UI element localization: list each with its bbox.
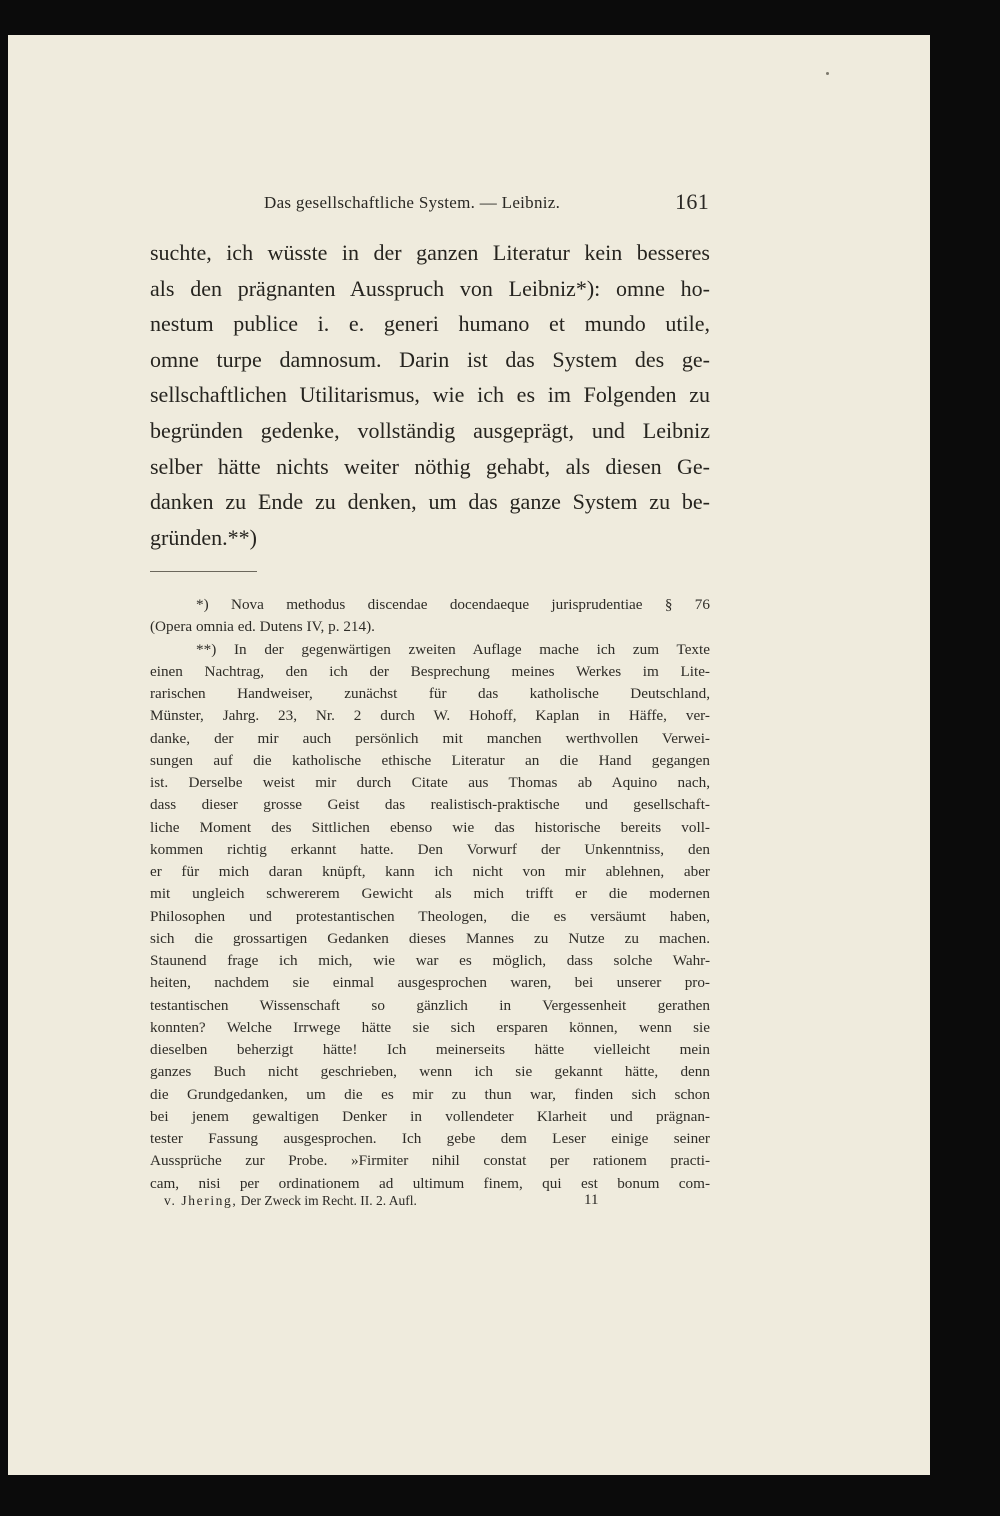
footnote-line: Philosophen und protestantischen Theologen, die es versäumt haben,	[150, 907, 710, 925]
footnote-line: konnten? Welche Irrwege hätte sie sich ersparen können, wenn sie	[150, 1018, 710, 1036]
footnote-line: bei jenem gewaltigen Denker in vollendeter Klarheit und prägnan-	[150, 1107, 710, 1125]
signature-sheet-number: 11	[584, 1192, 599, 1208]
footnote-line: mit ungleich schwererem Gewicht als mich trifft er die modernen	[150, 885, 710, 903]
footnote-line: liche Moment des Sittlichen ebenso wie das historische bereits voll-	[150, 818, 710, 836]
footnote-separator	[150, 571, 257, 572]
footnote-line: kommen richtig erkannt hatte. Den Vorwurf der Unkenntniss, den	[150, 840, 710, 858]
footnote-line: cam, nisi per ordinationem ad ultimum finem, qui est bonum com-	[150, 1174, 710, 1192]
signature-line	[164, 1193, 604, 1213]
text-line: selber hätte nichts weiter nöthig gehabt, als diesen Ge-	[150, 453, 710, 479]
footnote-line: dieselben beherzigt hätte! Ich meinerseits hätte vielleicht mein	[150, 1041, 710, 1058]
signature-author: v. Jhering,	[164, 1193, 238, 1208]
paper-speck	[826, 72, 829, 75]
footnote-line: ist. Derselbe weist mir durch Citate aus Thomas ab Aquino nach,	[150, 774, 710, 791]
footnote-line: *) Nova methodus discendae docendaeque jurisprudentiae § 76	[196, 596, 710, 613]
text-line: danken zu Ende zu denken, um das ganze System zu be-	[150, 489, 710, 515]
footnote-line: er für mich daran knüpft, kann ich nicht von mir ablehnen, aber	[150, 863, 710, 880]
text-line: suchte, ich wüsste in der ganzen Literatur kein besseres	[150, 240, 710, 265]
page-number: 161	[675, 189, 709, 214]
footnote-line: Aussprüche zur Probe. »Firmiter nihil constat per rationem practi-	[150, 1152, 710, 1170]
text-line: omne turpe damnosum. Darin ist das System des ge-	[150, 346, 710, 372]
running-title: Das gesellschaftliche System. — Leibniz.	[264, 193, 561, 212]
footnote-line: die Grundgedanken, um die es mir zu thun war, finden sich schon	[150, 1085, 710, 1103]
text-line: sellschaftlichen Utilitarismus, wie ich es im Folgenden zu	[150, 382, 710, 408]
footnote-line: Münster, Jahrg. 23, Nr. 2 durch W. Hohoff, Kaplan in Häffe, ver-	[150, 707, 710, 725]
footnote-line: einen Nachtrag, den ich der Besprechung meines Werkes im Lite-	[150, 662, 710, 680]
footnote-line: ganzes Buch nicht geschrieben, wenn ich sie gekannt hätte, denn	[150, 1063, 710, 1081]
text-line: nestum publice i. e. generi humano et mundo utile,	[150, 311, 710, 337]
footnote-line: sich die grossartigen Gedanken dieses Mannes zu Nutze zu machen.	[150, 929, 710, 947]
footnote-line: tester Fassung ausgesprochen. Ich gebe dem Leser einige seiner	[150, 1130, 710, 1147]
signature-work: Der Zweck im Recht. II. 2. Aufl.	[240, 1193, 417, 1208]
footnote-line: **) In der gegenwärtigen zweiten Auflage mache ich zum Texte	[196, 640, 710, 658]
footnote-line: heiten, nachdem sie einmal ausgesprochen waren, bei unserer pro-	[150, 974, 710, 992]
text-line: gründen.**)	[150, 524, 257, 550]
footnotes	[150, 594, 710, 1195]
main-text	[150, 235, 710, 555]
footnote-line: (Opera omnia ed. Dutens IV, p. 214).	[150, 618, 375, 636]
footnote-line: rarischen Handweiser, zunächst für das katholische Deutschland,	[150, 685, 710, 702]
footnote-line: danke, der mir auch persönlich mit manchen werthvollen Verwei-	[150, 729, 710, 747]
text-line: begründen gedenke, vollständig ausgeprägt, und Leibniz	[150, 417, 710, 443]
footnote-line: dass dieser grosse Geist das realistisch-praktische und gesellschaft-	[150, 796, 710, 814]
text-line: als den prägnanten Ausspruch von Leibniz*): omne ho-	[150, 275, 710, 301]
footnote-line: testantischen Wissenschaft so gänzlich in Vergessenheit gerathen	[150, 996, 710, 1014]
footnote-line: Staunend frage ich mich, wie war es möglich, dass solche Wahr-	[150, 952, 710, 969]
running-head	[264, 189, 709, 217]
footnote-line: sungen auf die katholische ethische Literatur an die Hand gegangen	[150, 751, 710, 769]
